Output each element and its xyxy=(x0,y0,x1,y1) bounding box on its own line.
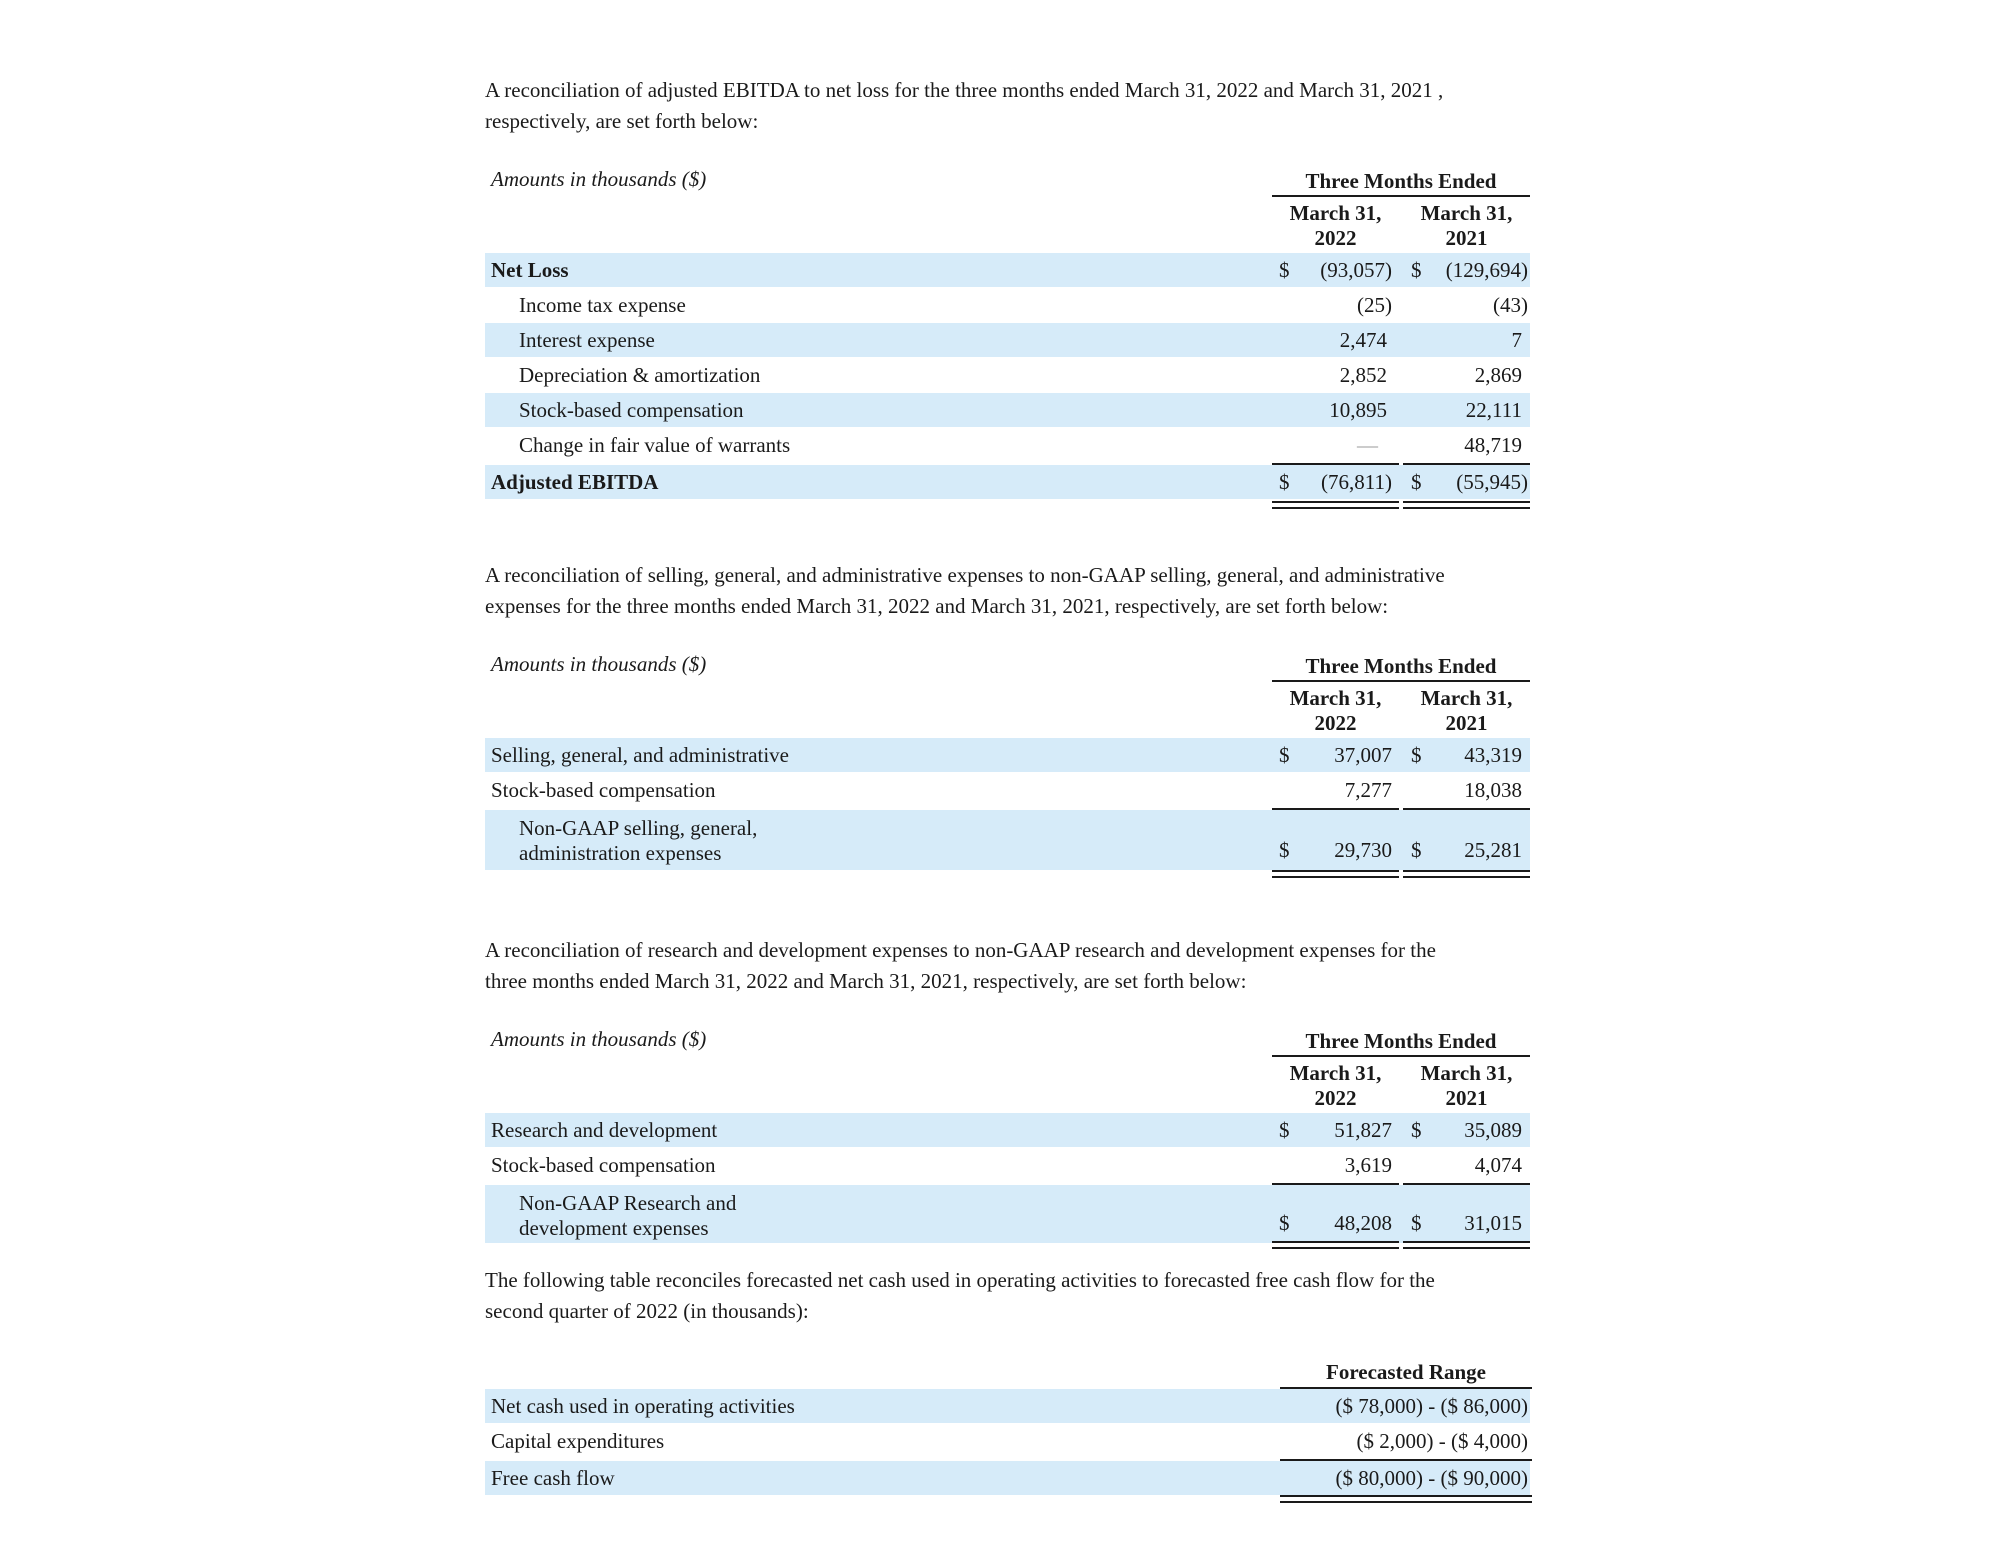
row-label: Stock-based compensation xyxy=(519,398,744,422)
rnd-intro-paragraph xyxy=(485,935,1436,997)
table-row-depreciation xyxy=(485,357,1530,393)
row-label: Net cash used in operating activities xyxy=(491,1394,795,1418)
table-row-adjusted-ebitda xyxy=(485,465,1530,499)
table-row-net-cash-operating xyxy=(485,1389,1530,1423)
row-label: Change in fair value of warrants xyxy=(519,433,791,457)
row-label-line-1: Non-GAAP Research and xyxy=(519,1191,737,1215)
row-label: Adjusted EBITDA xyxy=(491,470,659,494)
column-header-2022-line-2: 2022 xyxy=(1314,711,1357,735)
currency-symbol: $ xyxy=(1411,470,1422,494)
value-2021: 31,015 xyxy=(1464,1211,1522,1235)
value-2022: 51,827 xyxy=(1334,1118,1392,1142)
period-header: Three Months Ended xyxy=(1272,167,1530,197)
column-header-2021-line-1: March 31, xyxy=(1420,1061,1513,1085)
table-row-warrants xyxy=(485,427,1530,463)
column-header-2022-line-1: March 31, xyxy=(1289,686,1382,710)
fcf-intro-paragraph xyxy=(485,1265,1435,1327)
ebitda-intro-line-1: A reconciliation of adjusted EBITDA to net loss for the three months ended March 31, 2022 and March 31, 2021 , xyxy=(485,78,1444,102)
row-label: Capital expenditures xyxy=(491,1429,665,1453)
total-double-rule xyxy=(1403,501,1530,509)
row-label xyxy=(519,1191,736,1241)
table-row-stock-compensation xyxy=(485,393,1530,427)
currency-symbol: $ xyxy=(1411,838,1422,862)
column-header-2021 xyxy=(1403,1061,1530,1115)
value-2021: (43) xyxy=(1493,293,1528,317)
ebitda-intro-paragraph xyxy=(485,75,1443,137)
column-header-2021-line-1: March 31, xyxy=(1420,686,1513,710)
column-header-2021-line-2: 2021 xyxy=(1445,711,1488,735)
sga-intro-line-2: expenses for the three months ended March 31, 2022 and March 31, 2021, respectively, are set forth below: xyxy=(485,594,1389,618)
value-2022: 29,730 xyxy=(1334,838,1392,862)
sga-reconciliation-table xyxy=(485,648,1530,878)
units-label: Amounts in thousands ($) xyxy=(491,167,707,191)
row-label: Selling, general, and administrative xyxy=(491,743,789,767)
column-header-2022 xyxy=(1272,1061,1399,1115)
period-header: Three Months Ended xyxy=(1272,1027,1530,1057)
column-header-2021 xyxy=(1403,686,1530,740)
value-2021: 48,719 xyxy=(1464,433,1522,457)
currency-symbol: $ xyxy=(1279,258,1290,282)
value-2022: (93,057) xyxy=(1320,258,1392,282)
sga-intro-paragraph xyxy=(485,560,1445,622)
value-2021: 22,111 xyxy=(1465,398,1522,422)
value-2022: 2,852 xyxy=(1339,363,1387,387)
table-row-free-cash-flow xyxy=(485,1461,1530,1495)
row-label: Free cash flow xyxy=(491,1466,615,1490)
rnd-intro-line-1: A reconciliation of research and development expenses to non-GAAP research and development expenses for the xyxy=(485,938,1436,962)
currency-symbol: $ xyxy=(1279,1211,1290,1235)
value-2022: 2,474 xyxy=(1339,328,1387,352)
value-2022: 37,007 xyxy=(1334,743,1392,767)
table-row-stock-compensation xyxy=(485,772,1530,808)
total-double-rule xyxy=(1272,870,1399,878)
row-label-line-2: development expenses xyxy=(519,1216,709,1240)
ebitda-intro-line-2: respectively, are set forth below: xyxy=(485,109,759,133)
value-2022: 3,619 xyxy=(1344,1153,1392,1177)
currency-symbol: $ xyxy=(1279,743,1290,767)
row-label: Net Loss xyxy=(491,258,569,282)
table-row-research-development xyxy=(485,1113,1530,1147)
value-2021: 2,869 xyxy=(1474,363,1522,387)
range-value: ($ 2,000) - ($ 4,000) xyxy=(1356,1429,1528,1453)
row-label xyxy=(519,816,757,866)
currency-symbol: $ xyxy=(1411,743,1422,767)
row-label-line-1: Non-GAAP selling, general, xyxy=(519,816,758,840)
total-double-rule xyxy=(1403,1241,1530,1249)
currency-symbol: $ xyxy=(1279,470,1290,494)
row-label: Research and development xyxy=(491,1118,718,1142)
value-2022: (25) xyxy=(1357,293,1392,317)
table-row-stock-compensation xyxy=(485,1147,1530,1183)
value-2022: 10,895 xyxy=(1329,398,1387,422)
ebitda-reconciliation-table xyxy=(485,163,1530,515)
table-row-non-gaap-sga xyxy=(485,810,1530,870)
column-header-2021-line-2: 2021 xyxy=(1445,226,1488,250)
column-header-2022 xyxy=(1272,201,1399,255)
value-2021: 25,281 xyxy=(1464,838,1522,862)
table-row-income-tax xyxy=(485,287,1530,323)
currency-symbol: $ xyxy=(1411,258,1422,282)
table-row-sga xyxy=(485,738,1530,772)
range-value: ($ 80,000) - ($ 90,000) xyxy=(1335,1466,1528,1490)
value-2022: (76,811) xyxy=(1321,470,1392,494)
row-label: Stock-based compensation xyxy=(491,1153,716,1177)
column-header-2022-line-2: 2022 xyxy=(1314,1086,1357,1110)
row-label: Income tax expense xyxy=(519,293,686,317)
currency-symbol: $ xyxy=(1279,1118,1290,1142)
value-2021: 18,038 xyxy=(1464,778,1522,802)
forecasted-range-header: Forecasted Range xyxy=(1280,1357,1532,1389)
table-row-non-gaap-rnd xyxy=(485,1185,1530,1243)
column-header-2022 xyxy=(1272,686,1399,740)
row-label: Stock-based compensation xyxy=(491,778,716,802)
fcf-forecast-table xyxy=(485,1353,1530,1505)
column-header-2021-line-2: 2021 xyxy=(1445,1086,1488,1110)
column-header-2021 xyxy=(1403,201,1530,255)
column-header-2022-line-1: March 31, xyxy=(1289,201,1382,225)
value-2021: 43,319 xyxy=(1464,743,1522,767)
fcf-intro-line-2: second quarter of 2022 (in thousands): xyxy=(485,1299,809,1323)
rnd-reconciliation-table xyxy=(485,1023,1530,1253)
table-row-net-loss xyxy=(485,253,1530,287)
value-2021: (55,945) xyxy=(1456,470,1528,494)
range-value: ($ 78,000) - ($ 86,000) xyxy=(1335,1394,1528,1418)
currency-symbol: $ xyxy=(1411,1211,1422,1235)
total-double-rule xyxy=(1272,501,1399,509)
row-label: Interest expense xyxy=(519,328,655,352)
value-2022: 48,208 xyxy=(1334,1211,1392,1235)
row-label-line-2: administration expenses xyxy=(519,841,722,865)
units-label: Amounts in thousands ($) xyxy=(491,1027,707,1051)
currency-symbol: $ xyxy=(1411,1118,1422,1142)
rnd-intro-line-2: three months ended March 31, 2022 and March 31, 2021, respectively, are set forth below: xyxy=(485,969,1247,993)
value-2022: 7,277 xyxy=(1344,778,1392,802)
value-2021: 4,074 xyxy=(1474,1153,1522,1177)
period-header: Three Months Ended xyxy=(1272,652,1530,682)
value-2021: (129,694) xyxy=(1445,258,1528,282)
currency-symbol: $ xyxy=(1279,838,1290,862)
table-row-capital-expenditures xyxy=(485,1423,1530,1459)
row-label: Depreciation & amortization xyxy=(519,363,761,387)
column-header-2021-line-1: March 31, xyxy=(1420,201,1513,225)
fcf-intro-line-1: The following table reconciles forecasted net cash used in operating activities to forecasted free cash flow for the xyxy=(485,1268,1435,1292)
total-double-rule xyxy=(1272,1241,1399,1249)
sga-intro-line-1: A reconciliation of selling, general, and administrative expenses to non-GAAP selling, general, and administrative xyxy=(485,563,1445,587)
total-double-rule xyxy=(1280,1495,1532,1503)
table-row-interest-expense xyxy=(485,323,1530,357)
value-2021: 35,089 xyxy=(1464,1118,1522,1142)
column-header-2022-line-2: 2022 xyxy=(1314,226,1357,250)
value-2021: 7 xyxy=(1511,328,1522,352)
value-2022-dash: — xyxy=(1357,433,1378,457)
column-header-2022-line-1: March 31, xyxy=(1289,1061,1382,1085)
total-double-rule xyxy=(1403,870,1530,878)
units-label: Amounts in thousands ($) xyxy=(491,652,707,676)
